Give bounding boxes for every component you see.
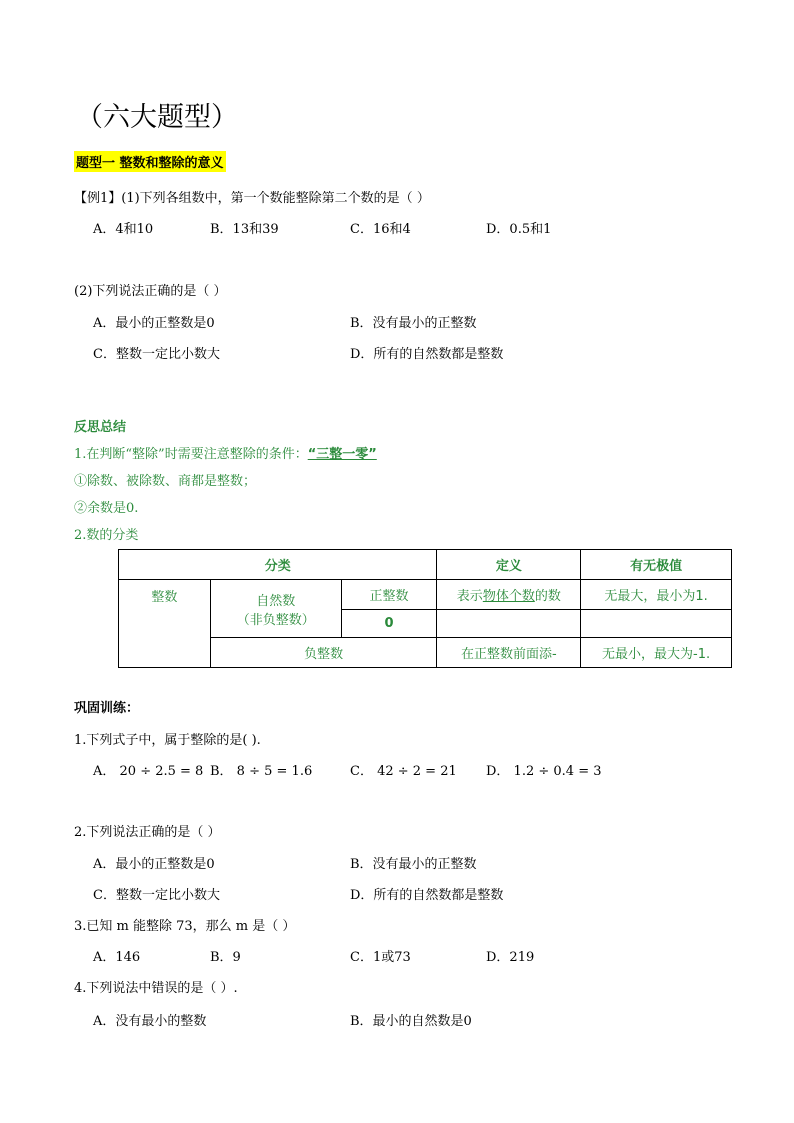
cell-positive-ext: 无最大，最小为1. xyxy=(581,580,732,610)
practice-q1-option-a: A． 20 ÷ 2.5 = 8 xyxy=(93,764,204,779)
practice-q1-option-b: B． 8 ÷ 5 = 1.6 xyxy=(210,764,313,779)
cell-natural xyxy=(210,580,341,638)
practice-question2: 2.下列说法正确的是（ ） xyxy=(74,825,221,840)
example1-q1-option-b: B．13和39 xyxy=(210,222,279,237)
example1-q1-option-d: D．0.5和1 xyxy=(486,222,552,237)
example1-question1: 【例1】(1)下列各组数中，第一个数能整除第二个数的是（ ） xyxy=(74,191,430,206)
example1-q1-option-c: C．16和4 xyxy=(350,222,411,237)
number-classification-table xyxy=(118,549,732,668)
practice-heading: 巩固训练： xyxy=(74,701,140,716)
practice-q1-option-d: D． 1.2 ÷ 0.4 = 3 xyxy=(486,764,602,779)
reflection-heading: 反思总结 xyxy=(74,420,127,435)
practice-q3-option-d: D．219 xyxy=(486,950,535,965)
cell-integer: 整数 xyxy=(119,580,211,668)
practice-question3: 3.已知 m 能整除 73，那么 m 是（ ） xyxy=(74,919,296,934)
cell-zero-def xyxy=(437,610,581,638)
practice-question4: 4.下列说法中错误的是（ ）. xyxy=(74,981,238,996)
positive-def-ul: 物体个数 xyxy=(482,589,535,604)
reflection-line1-text: 1.在判断“整除”时需要注意整除的条件： xyxy=(74,447,308,462)
practice-q1-option-c: C． 42 ÷ 2 = 21 xyxy=(350,764,457,779)
section-heading: 题型一 整数和整除的意义 xyxy=(74,151,226,172)
reflection-line1 xyxy=(74,443,377,462)
example1-q2-option-c: C．整数一定比小数大 xyxy=(93,347,220,362)
cell-natural-sub: （非负整数） xyxy=(236,612,315,628)
practice-q2-option-b: B．没有最小的正整数 xyxy=(350,857,477,872)
positive-def-pre: 表示 xyxy=(456,589,483,604)
example1-q2-option-b: B．没有最小的正整数 xyxy=(350,316,477,331)
practice-q4-option-a: A．没有最小的整数 xyxy=(93,1014,207,1029)
practice-q2-option-c: C．整数一定比小数大 xyxy=(93,888,220,903)
cell-negative: 负整数 xyxy=(210,638,437,668)
cell-zero: 0 xyxy=(341,610,437,638)
practice-q2-option-d: D．所有的自然数都是整数 xyxy=(350,888,504,903)
practice-q3-option-a: A．146 xyxy=(93,950,141,965)
example1-q2-option-d: D．所有的自然数都是整数 xyxy=(350,347,504,362)
practice-q2-option-a: A．最小的正整数是0 xyxy=(93,857,215,872)
practice-q3-option-b: B．9 xyxy=(210,950,241,965)
practice-question1: 1.下列式子中，属于整除的是( ). xyxy=(74,733,261,748)
header-extremum: 有无极值 xyxy=(581,550,732,580)
example1-q1-option-a: A．4和10 xyxy=(93,222,154,237)
example1-question2: (2)下列说法正确的是（ ） xyxy=(74,284,227,299)
header-class: 分类 xyxy=(119,550,437,580)
reflection-line2: ①除数、被除数、商都是整数； xyxy=(74,474,257,489)
reflection-line3: ②余数是0. xyxy=(74,501,139,516)
practice-q4-option-b: B．最小的自然数是0 xyxy=(350,1014,472,1029)
reflection-line1-key: “三整一零” xyxy=(307,447,377,462)
cell-positive: 正整数 xyxy=(341,580,437,610)
cell-positive-def xyxy=(437,580,581,610)
example1-q2-option-a: A．最小的正整数是0 xyxy=(93,316,215,331)
cell-zero-ext xyxy=(581,610,732,638)
cell-negative-ext: 无最小，最大为-1. xyxy=(581,638,732,668)
positive-def-post: 的数 xyxy=(534,589,561,604)
cell-natural-label: 自然数 xyxy=(256,593,296,609)
practice-q3-option-c: C．1或73 xyxy=(350,950,411,965)
cell-negative-def: 在正整数前面添- xyxy=(437,638,581,668)
reflection-line4: 2.数的分类 xyxy=(74,528,139,543)
page-title: （六大题型） xyxy=(76,102,238,133)
header-definition: 定义 xyxy=(437,550,581,580)
